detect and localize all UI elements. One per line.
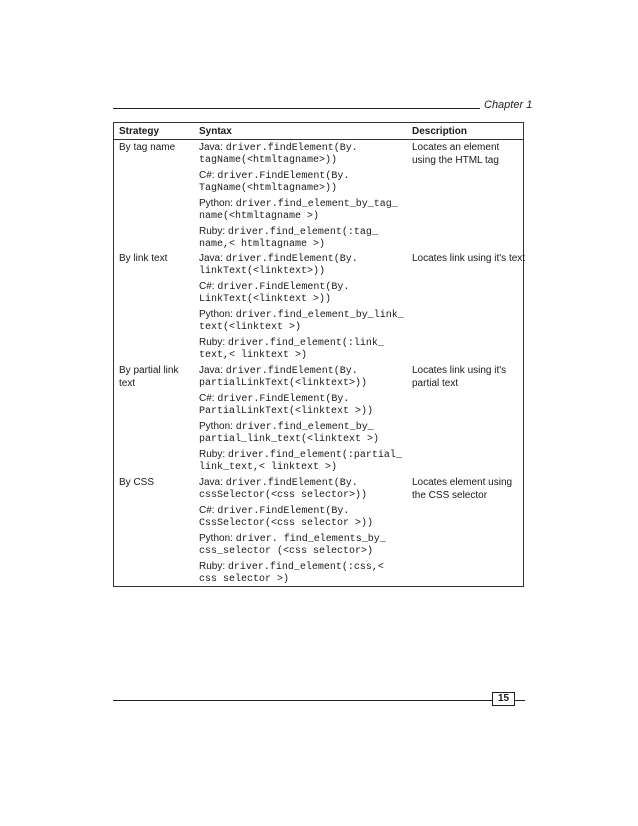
syntax-line <box>199 280 349 294</box>
header-strategy: Strategy <box>119 126 160 137</box>
language-label: Python: <box>199 198 233 209</box>
page-number: 15 <box>492 692 515 706</box>
language-label: Ruby: <box>199 226 226 237</box>
syntax-line <box>199 141 358 155</box>
description-cell: partial text <box>412 378 459 389</box>
code-text: link_text,< linktext >) <box>199 462 338 473</box>
strategy-cell: text <box>119 378 136 389</box>
footer-rule-left <box>113 700 492 701</box>
code-text: css selector >) <box>199 574 290 585</box>
code-text: driver.FindElement(By. <box>217 171 350 182</box>
language-label: Ruby: <box>199 337 226 348</box>
syntax-line <box>199 420 374 434</box>
syntax-line <box>199 364 358 378</box>
code-text: driver.find_element(:tag_ <box>227 227 378 238</box>
code-text: driver.find_element(:link_ <box>227 338 384 349</box>
description-cell: Locates link using it's text <box>412 253 526 264</box>
code-text: css_selector (<css selector>) <box>199 546 374 557</box>
code-text: CssSelector(<css selector >)) <box>199 518 374 529</box>
syntax-line <box>199 252 358 266</box>
language-label: Python: <box>199 421 233 432</box>
language-label: Java: <box>199 477 223 488</box>
syntax-line <box>199 336 384 350</box>
code-text: name(<htmltagname >) <box>199 211 320 222</box>
code-text: PartialLinkText(<linktext >)) <box>199 406 374 417</box>
footer-rule-right <box>515 700 525 701</box>
code-text: tagName(<htmltagname>)) <box>199 155 338 166</box>
code-text: driver.findElement(By. <box>225 254 358 265</box>
header-syntax: Syntax <box>199 126 232 137</box>
strategy-cell: By link text <box>119 253 168 264</box>
description-cell: Locates element using <box>412 477 513 488</box>
code-text: TagName(<htmltagname>)) <box>199 183 338 194</box>
code-text: driver.FindElement(By. <box>217 394 350 405</box>
strategy-cell: By partial link <box>119 365 179 376</box>
code-text: driver.find_element(:css,< <box>227 562 384 573</box>
code-text: driver. find_elements_by_ <box>235 534 386 545</box>
description-cell: Locates an element <box>412 142 500 153</box>
header-description: Description <box>412 126 468 137</box>
syntax-line <box>199 448 402 462</box>
code-text: cssSelector(<css selector>)) <box>199 490 368 501</box>
code-text: driver.findElement(By. <box>225 366 358 377</box>
chapter-label: Chapter 1 <box>484 99 533 111</box>
code-text: driver.find_element_by_tag_ <box>235 199 398 210</box>
code-text: text,< linktext >) <box>199 350 308 361</box>
code-text: linkText(<linktext>)) <box>199 266 326 277</box>
description-cell: Locates link using it's <box>412 365 507 376</box>
syntax-line <box>199 197 398 211</box>
language-label: C#: <box>199 170 215 181</box>
language-label: C#: <box>199 281 215 292</box>
language-label: Ruby: <box>199 561 226 572</box>
language-label: Java: <box>199 253 223 264</box>
syntax-line <box>199 560 384 574</box>
locator-strategy-table <box>113 122 524 587</box>
code-text: driver.FindElement(By. <box>217 506 350 517</box>
description-cell: using the HTML tag <box>412 155 499 166</box>
strategy-cell: By CSS <box>119 477 155 488</box>
code-text: text(<linktext >) <box>199 322 302 333</box>
syntax-line <box>199 504 349 518</box>
strategy-cell: By tag name <box>119 142 176 153</box>
syntax-line <box>199 225 378 239</box>
syntax-line <box>199 476 358 490</box>
header-rule <box>113 108 480 109</box>
code-text: driver.find_element_by_link_ <box>235 310 404 321</box>
language-label: Java: <box>199 365 223 376</box>
language-label: Python: <box>199 533 233 544</box>
syntax-line <box>199 308 404 322</box>
code-text: partial_link_text(<linktext >) <box>199 434 380 445</box>
code-text: driver.FindElement(By. <box>217 282 350 293</box>
code-text: name,< htmltagname >) <box>199 239 326 250</box>
code-text: partialLinkText(<linktext>)) <box>199 378 368 389</box>
code-text: driver.findElement(By. <box>225 478 358 489</box>
language-label: Python: <box>199 309 233 320</box>
language-label: Java: <box>199 142 223 153</box>
language-label: C#: <box>199 393 215 404</box>
syntax-line <box>199 169 349 183</box>
table-header-rule <box>114 139 523 140</box>
language-label: C#: <box>199 505 215 516</box>
syntax-line <box>199 392 349 406</box>
syntax-line <box>199 532 386 546</box>
code-text: driver.find_element_by_ <box>235 422 374 433</box>
language-label: Ruby: <box>199 449 226 460</box>
code-text: driver.findElement(By. <box>225 143 358 154</box>
code-text: driver.find_element(:partial_ <box>227 450 402 461</box>
code-text: LinkText(<linktext >)) <box>199 294 332 305</box>
description-cell: the CSS selector <box>412 490 488 501</box>
